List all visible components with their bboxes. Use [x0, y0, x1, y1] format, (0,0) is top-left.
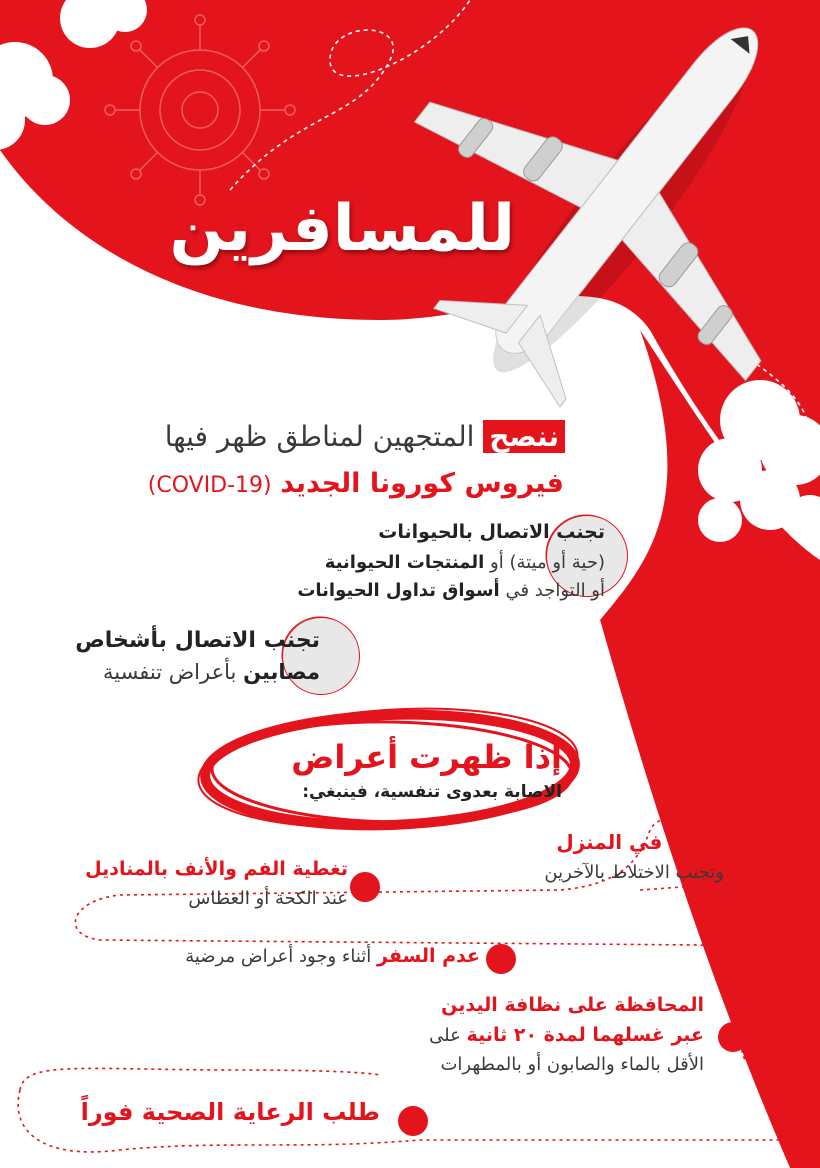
- avoid-animals-line-2-bold: المنتجات الحيوانية: [324, 552, 485, 573]
- virus-code: (COVID-19): [147, 473, 272, 498]
- no-travel-desc: أثناء وجود أعراض مرضية: [185, 946, 372, 967]
- symptoms-subheading: الاصابة بعدوى تنفسية، فينبغي:: [302, 782, 562, 802]
- avoid-animals-line-2: [325, 552, 605, 573]
- intro-line-2: [148, 468, 564, 499]
- hands-line-2: [429, 1024, 704, 1046]
- no-travel-title: عدم السفر: [377, 945, 480, 967]
- step-bullet: [738, 840, 768, 870]
- virus-name: فيروس كورونا الجديد: [280, 468, 564, 499]
- cover-desc: عند الكحة أو العطاس: [188, 888, 348, 909]
- avoid-people-bold: مصابين: [243, 660, 320, 684]
- stay-home-desc: وتجنب الاختلاط بالآخرين: [544, 862, 724, 883]
- step-bullet: [398, 1106, 428, 1136]
- intro-line-1-rest: المتجهين لمناطق ظهر فيها: [164, 420, 475, 453]
- step-bullet: [350, 872, 380, 902]
- avoid-animals-line-3-bold: أسواق تداول الحيوانات: [297, 580, 500, 601]
- hands-title: المحافظة على نظافة اليدين: [441, 994, 704, 1016]
- cover-title: تغطية الفم والأنف بالمناديل: [85, 858, 348, 880]
- stay-home-title: البقاء في المنزل: [556, 830, 724, 854]
- symptoms-heading: إذا ظهرت أعراض: [291, 738, 562, 776]
- hands-line-3: الأقل بالماء والصابون أو بالمطهرات: [440, 1054, 704, 1075]
- avoid-animals-line-3-normal: أو التواجد في: [505, 580, 605, 601]
- avoid-people-normal: بأعراض تنفسية: [102, 660, 237, 684]
- avoid-animals-line-3: [297, 580, 605, 601]
- step-bullet: [718, 1022, 748, 1052]
- no-travel-line: [185, 945, 480, 967]
- avoid-animals-title: تجنب الاتصال بالحيوانات: [378, 521, 605, 543]
- intro-highlight: ننصح: [483, 420, 565, 453]
- seek-care-title: طلب الرعاية الصحية فوراً: [80, 1098, 380, 1126]
- hands-line-2-normal: على: [429, 1025, 461, 1046]
- page-title: للمسافرين: [169, 192, 515, 266]
- step-bullet: [486, 944, 516, 974]
- avoid-animals-line-2-normal: (حية أو ميتة) أو: [490, 552, 605, 573]
- avoid-people-line-2: [103, 660, 320, 684]
- hands-line-2-red: عبر غسلهما لمدة ٢٠ ثانية: [466, 1024, 704, 1046]
- avoid-people-title: تجنب الاتصال بأشخاص: [75, 628, 320, 653]
- intro-line-1: [165, 420, 565, 453]
